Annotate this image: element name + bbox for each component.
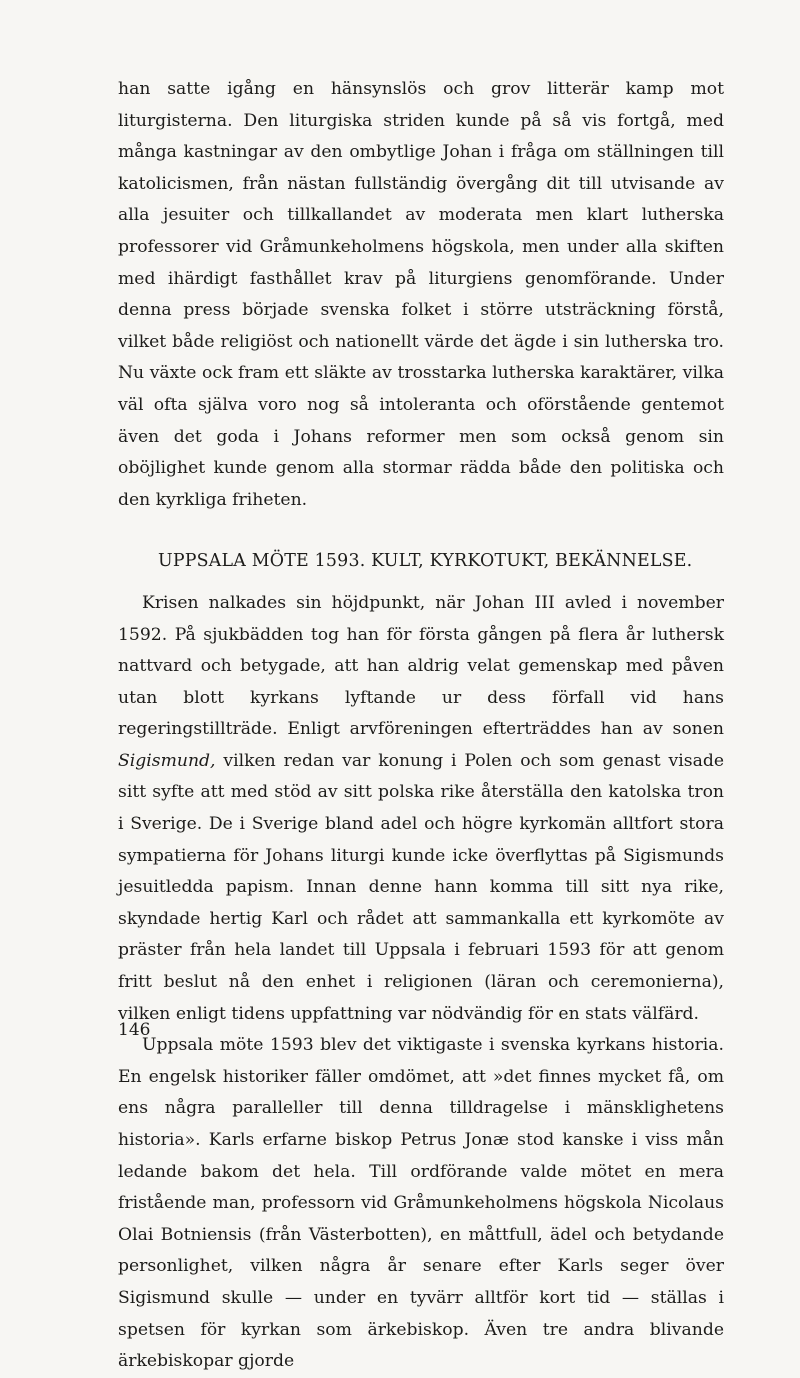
page-number: 146	[118, 1020, 151, 1040]
paragraph-crisis	[118, 588, 724, 1030]
page-body	[118, 74, 724, 1378]
sigismund-name: Sigismund,	[118, 750, 216, 771]
section-heading: UPPSALA MÖTE 1593. KULT, KYRKOTUKT, BEKÄNNELSE.	[158, 551, 693, 572]
paragraph-uppsala-meeting: Uppsala möte 1593 blev det viktigaste i svenska kyrkans historia. En engelsk historiker fäller omdömet, att »det finnes mycket få, om ens några paralleller till denna tilldragelse i mänsklighetens historia». Karls erfarne biskop Petrus Jonæ stod kanske i viss mån ledande bakom det hela. Till ordförande valde mötet en mera fristående man, professorn vid Gråmunkeholmens högskola Nicolaus Olai Botniensis (från Västerbotten), en måttfull, ädel och betydande personlighet, vilken några år senare efter Karls seger över Sigismund skulle — under en tyvärr alltför kort tid — ställas i spetsen för kyrkan som ärkebiskop. Även tre andra blivande ärkebiskopar gjorde	[118, 1035, 724, 1372]
paragraph-liturgical-struggle: han satte igång en hänsynslös och grov litterär kamp mot liturgisterna. Den liturgiska striden kunde på så vis fortgå, med många kastningar av den ombytlige Johan i fråga om ställningen till katolicismen, från nästan fullständig övergång dit till utvisande av alla jesuiter och tillkallandet av moderata men klart lutherska professorer vid Gråmunkeholmens högskola, men under alla skiften med ihärdigt fasthållet krav på liturgiens genomförande. Under denna press började svenska folket i större utsträckning förstå, vilket både religiöst och nationellt värde det ägde i sin lutherska tro. Nu växte ock fram ett släkte av trosstarka lutherska karaktärer, vilka väl ofta själva voro nog så intoleranta och oförstående gentemot även det goda i Johans reformer men som också genom sin oböjlighet kunde genom alla stormar rädda både den politiska och den kyrkliga friheten.	[118, 79, 724, 510]
paragraph-crisis-text-a: Krisen nalkades sin höjdpunkt, när Johan III avled i november 1592. På sjukbädden tog han för första gången på flera år luthersk nattvard och betygade, att han aldrig velat gemenskap med påven utan blott kyrkans lyftande ur dess förfall vid hans regeringstillträde. Enligt arvföreningen efterträddes han av sonen	[118, 592, 724, 740]
paragraph-crisis-text-b: vilken redan var konung i Polen och som genast visade sitt syfte att med stöd av sitt polska rike återställa den katolska tron i Sverige. De i Sverige bland adel och högre kyrkomän alltfort stora sympatierna för Johans liturgi kunde icke överflyttas på Sigismunds jesuitledda papism. Innan denne hann komma till sitt nya rike, skyndade hertig Karl och rådet att sammankalla ett kyrkomöte av präster från hela landet till Uppsala i februari 1593 för att genom fritt beslut nå den enhet i religionen (läran och ceremonierna), vilken enligt tidens uppfattning var nödvändig för en stats välfärd.	[118, 750, 724, 1024]
